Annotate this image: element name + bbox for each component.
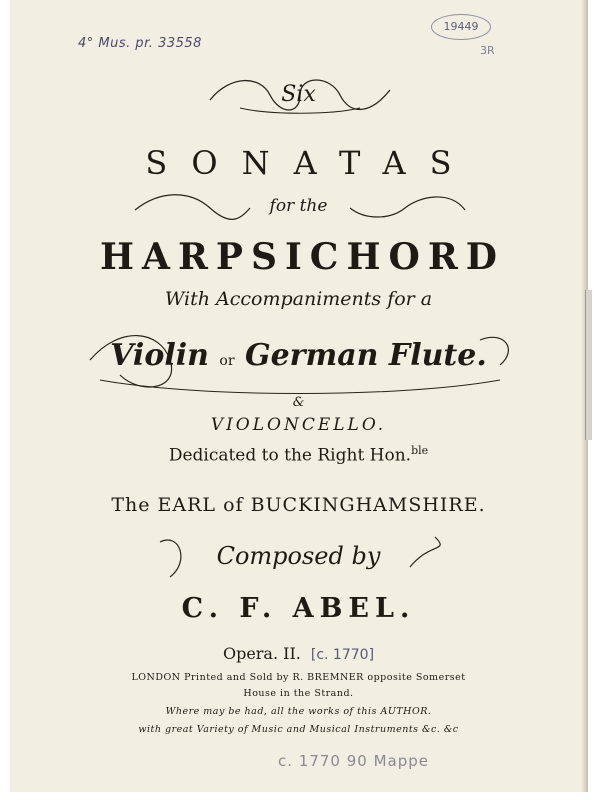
composer-name: C. F. ABEL. — [181, 593, 416, 624]
library-stamp: 19449 — [431, 14, 491, 40]
dedication-line-1 — [0, 444, 597, 466]
title-violoncello: VIOLONCELLO. — [210, 415, 387, 435]
title-sonatas: SONATAS — [145, 144, 476, 182]
imprint-line-4: with great Variety of Music and Musical Instruments &c. &c — [138, 724, 459, 735]
title-german-flute: German Flute. — [244, 338, 487, 373]
binding-strip — [585, 290, 592, 440]
dedication-text: Dedicated to the Right Hon. — [168, 445, 412, 466]
title-ampersand: & — [292, 395, 305, 410]
imprint-line-3: Where may be had, all the works of this AUTHOR. — [165, 706, 432, 717]
opus-number: Opera. II. — [222, 644, 301, 663]
stamp-note: 3R — [480, 44, 495, 57]
shelfmark-annotation: 4° Mus. pr. 33558 — [78, 36, 202, 51]
title-violin: Violin — [110, 338, 209, 373]
opus-line — [0, 644, 597, 663]
composed-by: Composed by — [216, 542, 381, 570]
dedication-superscript: ble — [411, 444, 429, 457]
date-annotation: [c. 1770] — [310, 647, 375, 663]
title-accompaniments: With Accompaniments for a — [164, 288, 433, 310]
title-six: Six — [281, 82, 316, 107]
imprint-line-1: LONDON Printed and Sold by R. BREMNER opposite Somerset — [131, 672, 466, 683]
dedication-line-2: The EARL of BUCKINGHAMSHIRE. — [111, 494, 486, 516]
title-or: or — [219, 353, 235, 369]
title-harpsichord: HARPSICHORD — [100, 236, 505, 278]
title-instruments — [0, 338, 597, 373]
title-for-the: for the — [269, 196, 328, 216]
imprint-line-2: House in the Strand. — [243, 688, 354, 699]
pencil-annotation: c. 1770 90 Mappe — [278, 752, 429, 770]
